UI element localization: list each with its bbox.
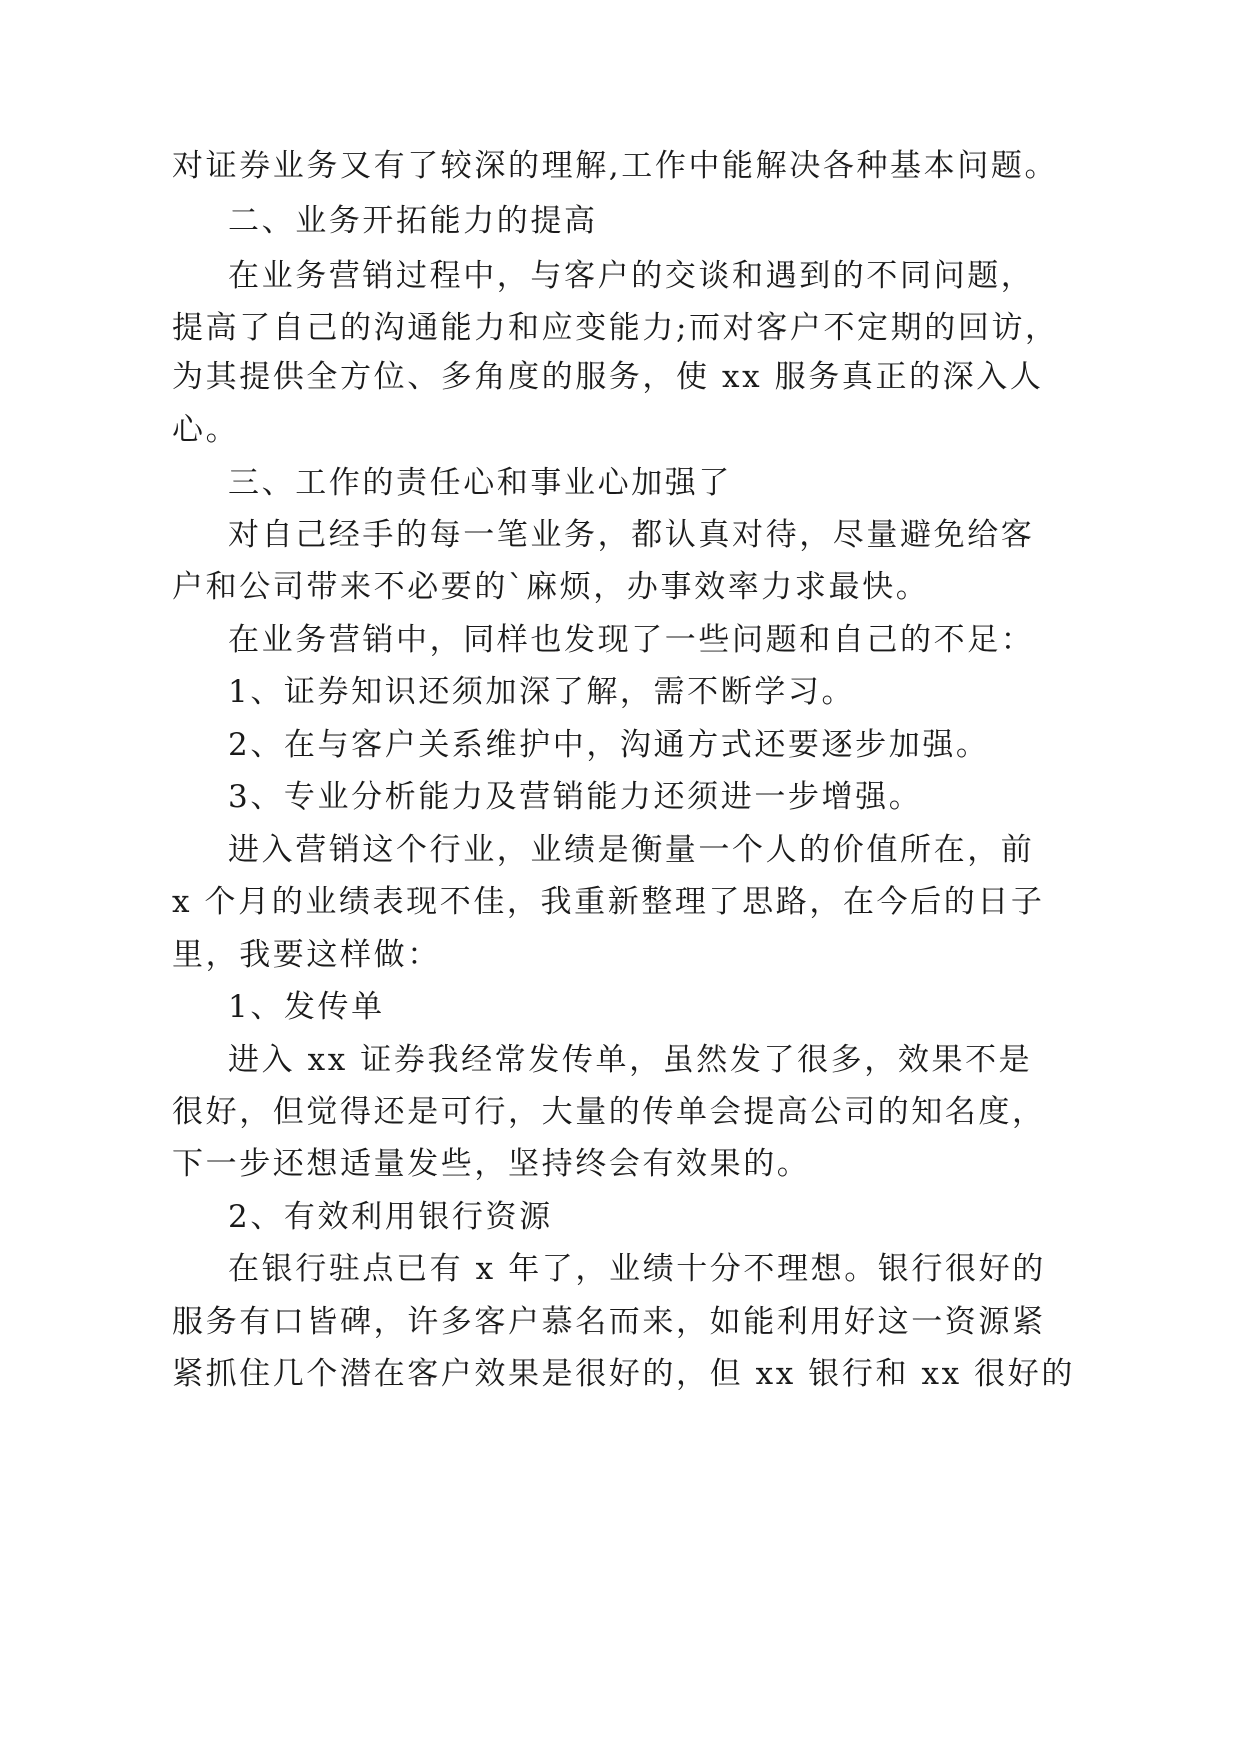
section-heading: 2、有效利用银行资源 bbox=[228, 1199, 553, 1235]
text-line: 提高了自己的沟通能力和应变能力;而对客户不定期的回访， bbox=[172, 310, 1059, 346]
text-line: x 个月的业绩表现不佳，我重新整理了思路，在今后的日子 bbox=[172, 884, 1045, 920]
text-line: 对证券业务又有了较深的理解,工作中能解决各种基本问题。 bbox=[172, 148, 1059, 184]
section-heading: 二、业务开拓能力的提高 bbox=[228, 203, 598, 239]
text-line: 在业务营销中，同样也发现了一些问题和自己的不足： bbox=[228, 622, 1035, 658]
text-line: 为其提供全方位、多角度的服务，使 xx 服务真正的深入人 bbox=[172, 359, 1044, 395]
section-heading: 1、发传单 bbox=[228, 989, 385, 1025]
text-line: 很好，但觉得还是可行，大量的传单会提高公司的知名度， bbox=[172, 1094, 1046, 1130]
list-item: 2、在与客户关系维护中，沟通方式还要逐步加强。 bbox=[228, 727, 990, 763]
text-line: 在业务营销过程中，与客户的交谈和遇到的不同问题， bbox=[228, 258, 1035, 294]
text-line: 心。 bbox=[172, 412, 240, 448]
text-line: 下一步还想适量发些，坚持终会有效果的。 bbox=[172, 1146, 811, 1182]
text-line: 服务有口皆碑，许多客户慕名而来，如能利用好这一资源紧 bbox=[172, 1304, 1046, 1340]
text-line: 里，我要这样做： bbox=[172, 937, 441, 973]
section-heading: 三、工作的责任心和事业心加强了 bbox=[228, 465, 732, 501]
text-line: 进入营销这个行业，业绩是衡量一个人的价值所在，前 bbox=[228, 832, 1035, 868]
list-item: 1、证券知识还须加深了解，需不断学习。 bbox=[228, 674, 856, 710]
text-line: 对自己经手的每一笔业务，都认真对待，尽量避免给客 bbox=[228, 517, 1035, 553]
text-line: 进入 xx 证券我经常发传单，虽然发了很多，效果不是 bbox=[228, 1042, 1033, 1078]
text-line: 在银行驻点已有 x 年了，业绩十分不理想。银行很好的 bbox=[228, 1251, 1046, 1287]
list-item: 3、专业分析能力及营销能力还须进一步增强。 bbox=[228, 779, 923, 815]
text-line: 紧抓住几个潜在客户效果是很好的，但 xx 银行和 xx 很好的 bbox=[172, 1356, 1075, 1392]
text-line: 户和公司带来不必要的`麻烦，办事效率力求最快。 bbox=[172, 569, 930, 605]
